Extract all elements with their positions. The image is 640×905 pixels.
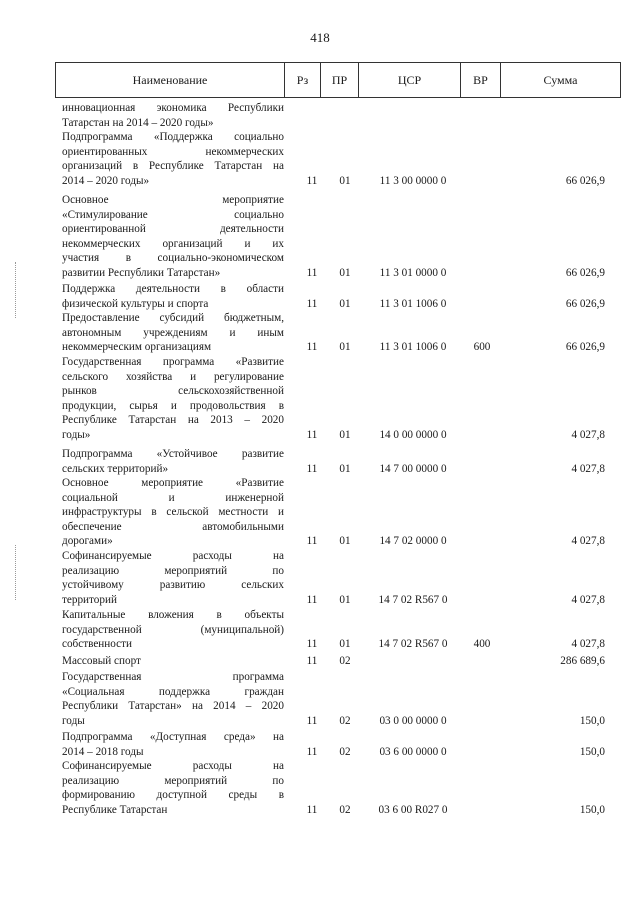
row-sum: 4 027,8 <box>571 462 605 475</box>
row-sum: 4 027,8 <box>571 429 605 441</box>
row-pr: 02 <box>339 714 351 727</box>
row-csr: 11 3 01 1006 0 <box>379 341 447 354</box>
row-sum: 66 026,9 <box>565 174 605 187</box>
row-sum: 66 026,9 <box>565 297 605 310</box>
row-sum: 150,0 <box>579 745 605 758</box>
row-name-line: устойчивому развитию сельских <box>62 579 284 592</box>
header-vr: ВР <box>460 63 500 97</box>
row-name <box>62 130 284 188</box>
row-name-line: годы <box>62 714 85 727</box>
row-rz: 11 <box>306 638 318 651</box>
row-sum: 4 027,8 <box>571 535 605 548</box>
row-rz: 11 <box>306 267 318 279</box>
row-name-line: реализацию мероприятий по <box>62 564 284 577</box>
row-name-line: Софинансируемые расходы на <box>62 550 284 562</box>
row-name <box>62 730 284 759</box>
row-name <box>62 355 284 443</box>
row-rz: 11 <box>306 341 318 354</box>
row-sum: 4 027,8 <box>571 593 605 606</box>
row-name-line: Республике Татарстан <box>62 803 168 816</box>
row-name-line: Софинансируемые расходы на <box>62 760 284 772</box>
row-name-line: некоммерческих организаций и их <box>62 237 284 250</box>
row-name-line: Основное мероприятие <box>62 194 284 206</box>
row-csr: 14 7 02 R567 0 <box>378 638 448 651</box>
row-name <box>62 549 284 607</box>
row-name-line: сельского хозяйства и регулирование <box>62 370 284 383</box>
row-name-line: Республике Татарстан на 2013 – 2020 <box>62 414 284 427</box>
row-name <box>62 476 284 549</box>
row-csr: 03 6 00 R027 0 <box>378 803 448 816</box>
row-name-line: Предоставление субсидий бюджетным, <box>62 312 284 324</box>
row-name-line: 2014 – 2018 годы <box>62 745 144 758</box>
page-number: 418 <box>310 30 330 45</box>
row-name <box>62 447 284 476</box>
row-pr: 01 <box>339 174 351 187</box>
row-rz: 11 <box>306 297 318 310</box>
row-pr: 02 <box>339 745 351 758</box>
row-name-line: ориентированной деятельности <box>62 223 284 236</box>
row-pr: 02 <box>339 655 351 667</box>
row-pr: 01 <box>339 638 351 651</box>
row-name-line: годы» <box>62 428 91 441</box>
row-csr: 11 3 00 0000 0 <box>379 174 447 187</box>
row-name-line: рынков сельскохозяйственной <box>62 385 284 398</box>
row-name-line: «Стимулирование социально <box>62 208 284 221</box>
row-name <box>62 759 284 817</box>
row-name-line: автономным учреждениям и иным <box>62 326 284 339</box>
row-sum: 4 027,8 <box>571 638 605 651</box>
row-csr: 11 3 01 1006 0 <box>379 297 447 310</box>
row-vr: 600 <box>473 341 491 354</box>
row-csr: 14 0 00 0000 0 <box>379 429 447 441</box>
header-rz: Рз <box>284 63 320 97</box>
row-name-line: социальной и инженерной <box>62 491 284 504</box>
header-sum: Сумма <box>500 63 620 97</box>
row-csr: 11 3 01 0000 0 <box>379 267 447 279</box>
row-name-line: Подпрограмма «Доступная среда» на <box>62 731 284 743</box>
row-name <box>62 101 284 130</box>
row-sum: 150,0 <box>579 803 605 816</box>
row-name-line: Капитальные вложения в объекты <box>62 609 284 621</box>
row-name-line: Республики Татарстан» на 2014 – 2020 <box>62 700 284 713</box>
row-name <box>62 654 284 669</box>
row-name-line: формированию доступной среды в <box>62 789 284 802</box>
row-name-line: собственности <box>62 638 132 651</box>
row-name-line: 2014 – 2020 годы» <box>62 174 150 187</box>
row-name <box>62 311 284 355</box>
row-pr: 01 <box>339 429 351 441</box>
row-name-line: Поддержка деятельности в области <box>62 283 284 295</box>
row-vr: 400 <box>473 638 491 651</box>
row-name-line: развитии Республики Татарстан» <box>62 266 221 279</box>
row-name-line: «Социальная поддержка граждан <box>62 685 284 698</box>
row-name-line: организаций в Республике Татарстан на <box>62 160 284 173</box>
header-name: Наименование <box>132 73 208 87</box>
row-sum: 286 689,6 <box>560 655 605 667</box>
row-rz: 11 <box>306 462 318 475</box>
row-pr: 01 <box>339 462 351 475</box>
row-pr: 01 <box>339 341 351 354</box>
row-sum: 66 026,9 <box>565 341 605 354</box>
row-csr: 14 7 00 0000 0 <box>379 462 447 475</box>
row-name-line: Массовый спорт <box>62 655 141 667</box>
row-name-line: реализацию мероприятий по <box>62 774 284 787</box>
row-name-line: Подпрограмма «Устойчивое развитие <box>62 448 284 460</box>
row-pr: 02 <box>339 803 351 816</box>
header-csr: ЦСР <box>358 63 460 97</box>
row-pr: 01 <box>339 593 351 606</box>
row-name-line: государственной (муниципальной) <box>62 623 284 636</box>
row-name <box>62 670 284 728</box>
row-rz: 11 <box>306 593 318 606</box>
row-name-line: ориентированных некоммерческих <box>62 145 284 158</box>
row-sum: 150,0 <box>579 714 605 727</box>
row-name <box>62 193 284 281</box>
row-name-line: Государственная программа <box>62 671 284 683</box>
row-name-line: инфраструктуры в сельской местности и <box>62 506 284 519</box>
row-name-line: некоммерческим организациям <box>62 341 212 354</box>
row-pr: 01 <box>339 535 351 548</box>
row-name <box>62 608 284 652</box>
row-name-line: Государственная программа «Развитие <box>62 356 284 368</box>
row-name-line: обеспечение автомобильными <box>62 520 284 533</box>
header-pr: ПР <box>320 63 358 97</box>
row-name-line: Подпрограмма «Поддержка социально <box>62 131 284 143</box>
row-rz: 11 <box>306 535 318 548</box>
row-name <box>62 282 284 311</box>
row-csr: 14 7 02 0000 0 <box>379 535 447 548</box>
row-name-line: Татарстан на 2014 – 2020 годы» <box>62 116 214 129</box>
row-name-line: участия в социально-экономическом <box>62 252 284 265</box>
row-csr: 14 7 02 R567 0 <box>378 593 448 606</box>
row-pr: 01 <box>339 297 351 310</box>
row-rz: 11 <box>306 745 318 758</box>
row-rz: 11 <box>306 174 318 187</box>
row-pr: 01 <box>339 267 351 279</box>
row-name-line: продукции, сырья и продовольствия в <box>62 399 284 412</box>
row-name-line: инновационная экономика Республики <box>62 102 284 114</box>
row-name-line: физической культуры и спорта <box>62 297 209 310</box>
row-name-line: дорогами» <box>62 535 113 548</box>
row-rz: 11 <box>306 803 318 816</box>
row-sum: 66 026,9 <box>565 267 605 279</box>
row-rz: 11 <box>306 714 318 727</box>
row-csr: 03 6 00 0000 0 <box>379 745 447 758</box>
row-csr: 03 0 00 0000 0 <box>379 714 447 727</box>
row-name-line: территорий <box>62 593 117 606</box>
row-name-line: Основное мероприятие «Развитие <box>62 477 284 489</box>
row-rz: 11 <box>306 655 318 667</box>
row-rz: 11 <box>306 429 318 441</box>
row-name-line: сельских территорий» <box>62 462 169 475</box>
